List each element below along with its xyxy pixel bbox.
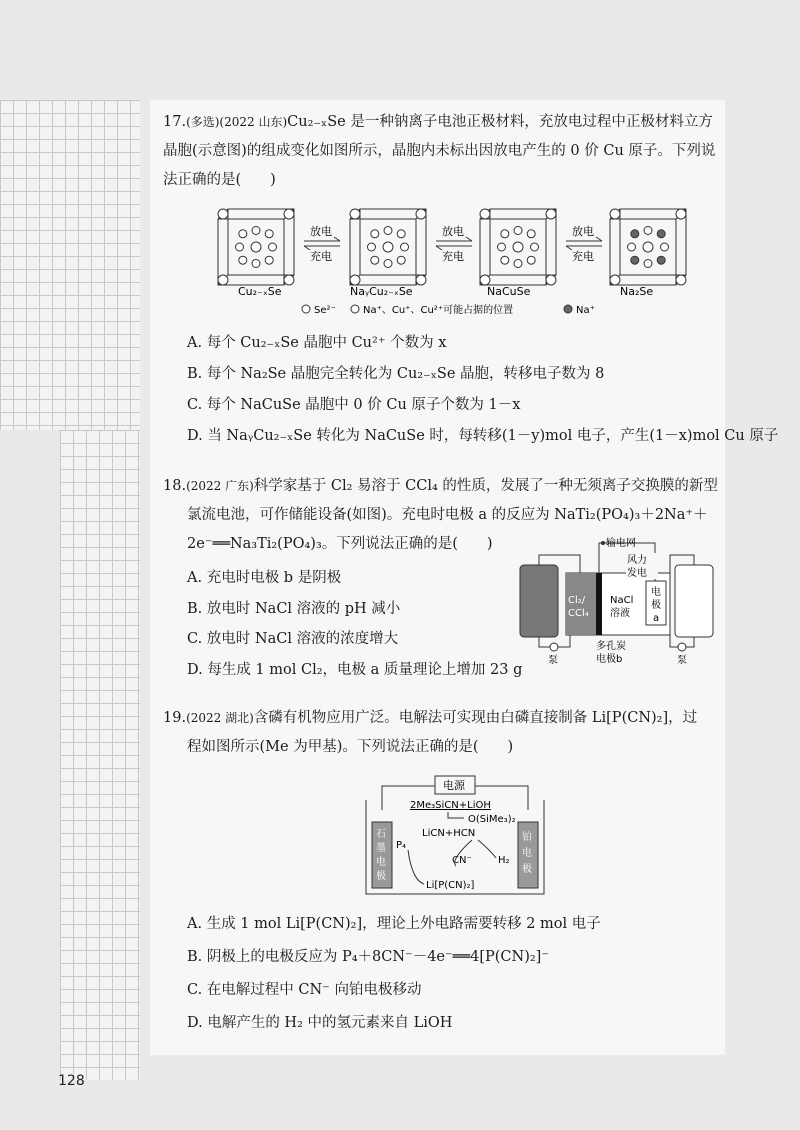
question-tag: (2022 湖北) <box>186 711 254 725</box>
se-atom <box>251 242 261 252</box>
electrode-a-label: 电 <box>651 587 661 598</box>
arrow-head <box>334 237 340 241</box>
option-a[interactable]: A. 每个 Cu₂₋ₓSe 晶胞中 Cu²⁺ 个数为 x <box>187 335 447 351</box>
wind-label: 发电 <box>627 568 647 579</box>
carbon-label: 多孔炭 <box>596 641 626 652</box>
se-atom <box>480 209 490 219</box>
se-atom <box>676 209 686 219</box>
p4-label: P₄ <box>396 840 407 851</box>
left-pump-icon <box>550 643 558 651</box>
site-atom <box>628 243 636 251</box>
porous-carbon-electrode <box>596 573 602 635</box>
left-tank <box>520 565 558 637</box>
graph-paper-margin-lower <box>60 430 140 1080</box>
site-atom <box>514 260 522 268</box>
question-text: 程如图所示(Me 为甲基)。下列说法正确的是( ) <box>187 739 514 755</box>
site-atom <box>384 227 392 235</box>
cell-label: Cu₂₋ₓSe <box>238 285 282 298</box>
site-atom <box>252 227 260 235</box>
cell-label: NaCuSe <box>487 285 531 298</box>
electrolysis-figure <box>360 770 550 900</box>
site-atom <box>401 243 409 251</box>
cl2-label: Cl₂/ <box>568 595 586 606</box>
se-atom <box>676 275 686 285</box>
na-atom <box>657 256 665 264</box>
page-number: 128 <box>58 1073 85 1089</box>
site-atom <box>498 243 506 251</box>
site-atom <box>371 256 379 264</box>
se-atom <box>416 275 426 285</box>
question-number: 17. <box>163 114 187 130</box>
site-atom <box>236 243 244 251</box>
question-19-stem <box>163 704 718 762</box>
na-atom <box>631 230 639 238</box>
site-atom <box>269 243 277 251</box>
site-atom <box>644 227 652 235</box>
reaction-arrow <box>478 840 496 858</box>
crystal-cell-figure <box>210 203 710 318</box>
site-atom <box>527 230 535 238</box>
h2-label: H₂ <box>498 855 510 866</box>
se-atom <box>643 242 653 252</box>
electrode-char: 极 <box>376 871 386 882</box>
pump-label: 泵 <box>677 655 687 666</box>
charge-label: 充电 <box>572 250 594 263</box>
se-atom <box>416 209 426 219</box>
electrode-char: 铂 <box>522 832 532 843</box>
site-atom <box>501 230 509 238</box>
reaction-arrow <box>448 812 464 818</box>
site-atom <box>527 256 535 264</box>
wind-label: 风力 <box>627 555 647 566</box>
graph-paper-margin <box>0 100 140 430</box>
discharge-label: 放电 <box>310 225 332 238</box>
ccl4-label: CCl₄ <box>568 608 589 619</box>
site-atom <box>644 260 652 268</box>
question-tag: (2022 广东) <box>186 479 254 493</box>
pump-label: 泵 <box>548 655 558 666</box>
question-text: 含磷有机物应用广泛。电解法可实现由白磷直接制备 Li[P(CN)₂]，过 <box>253 710 698 726</box>
se-legend-marker <box>302 305 310 313</box>
electrode-char: 电 <box>522 848 532 859</box>
flow-battery-figure <box>510 535 725 670</box>
question-tag: (多选)(2022 山东) <box>186 115 288 129</box>
reaction-arrow <box>408 850 424 884</box>
power-label: 电源 <box>443 779 465 792</box>
charge-label: 充电 <box>442 250 464 263</box>
se-atom <box>546 209 556 219</box>
question-text: 科学家基于 Cl₂ 易溶于 CCl₄ 的性质，发展了一种无须离子交换膜的新型 <box>253 478 718 494</box>
unit-cell <box>218 209 294 285</box>
se-atom <box>350 275 360 285</box>
site-atom <box>397 256 405 264</box>
na-atom <box>631 256 639 264</box>
cell-label: Na₂Se <box>620 285 654 298</box>
se-atom <box>218 275 228 285</box>
discharge-label: 放电 <box>572 225 594 238</box>
solution-label: 溶液 <box>610 608 630 619</box>
option-d[interactable]: D. 电解产生的 H₂ 中的氢元素来自 LiOH <box>187 1015 453 1031</box>
arrow-head <box>466 237 472 241</box>
option-c[interactable]: C. 每个 NaCuSe 晶胞中 0 价 Cu 原子个数为 1－x <box>187 397 521 413</box>
electrode-char: 电 <box>376 857 386 868</box>
charge-label: 充电 <box>310 250 332 263</box>
site-atom <box>661 243 669 251</box>
legend-label: Na⁺ <box>576 305 595 316</box>
option-c[interactable]: C. 在电解过程中 CN⁻ 向铂电极移动 <box>187 982 422 998</box>
unit-cell <box>480 209 556 285</box>
site-atom <box>368 243 376 251</box>
se-atom <box>350 209 360 219</box>
unit-cell <box>350 209 426 285</box>
se-atom <box>218 209 228 219</box>
question-text: Cu₂₋ₓSe 是一种钠离子电池正极材料，充放电过程中正极材料立方晶胞(示意图)的组成变化如图所示，晶胞内未标出因放电产生的 0 价 Cu 原子。下列说法正确的是( ) <box>163 114 716 188</box>
byproduct-label: O(SiMe₃)₂ <box>468 814 516 825</box>
electrode-char: 墨 <box>376 843 386 854</box>
reagent-label: 2Me₃SiCN+LiOH <box>410 800 491 811</box>
nacl-label: NaCl <box>610 595 634 606</box>
question-text: 2e⁻══Na₃Ti₂(PO₄)₃。下列说法正确的是( ) <box>187 536 493 552</box>
electrode-char: 极 <box>522 864 532 875</box>
discharge-label: 放电 <box>442 225 464 238</box>
option-b[interactable]: B. 阴极上的电极反应为 P₄＋8CN⁻－4e⁻══4[P(CN)₂]⁻ <box>187 949 549 965</box>
question-text: 氯流电池，可作储能设备(如图)。充电时电极 a 的反应为 NaTi₂(PO₄)₃＋2Na⁺＋ <box>187 507 708 523</box>
option-b[interactable]: B. 每个 Na₂Se 晶胞完全转化为 Cu₂₋ₓSe 晶胞，转移电子数为 8 <box>187 366 605 382</box>
electrode-char: 石 <box>376 829 386 840</box>
electrode-a-label: a <box>653 613 660 624</box>
option-a[interactable]: A. 生成 1 mol Li[P(CN)₂]，理论上外电路需要转移 2 mol 电子 <box>187 916 601 932</box>
charge-discharge-arrow <box>436 224 472 263</box>
site-atom <box>265 256 273 264</box>
product-label: Li[P(CN)₂] <box>426 880 475 891</box>
unit-cell <box>610 209 686 285</box>
cell-label: NaᵧCu₂₋ₓSe <box>350 285 413 298</box>
site-atom <box>514 227 522 235</box>
option-a[interactable]: A. 充电时电极 b 是阴极 <box>187 570 342 586</box>
carbon-label: 电极b <box>596 654 623 665</box>
site-atom <box>239 256 247 264</box>
na-legend-marker <box>564 305 572 313</box>
se-atom <box>480 275 490 285</box>
site-atom <box>371 230 379 238</box>
option-d[interactable]: D. 每生成 1 mol Cl₂，电极 a 质量理论上增加 23 g <box>187 662 523 678</box>
se-atom <box>383 242 393 252</box>
se-atom <box>610 209 620 219</box>
se-atom <box>284 275 294 285</box>
site-atom <box>239 230 247 238</box>
na-atom <box>657 230 665 238</box>
electrode-a-label: 极 <box>651 600 661 611</box>
option-c[interactable]: C. 放电时 NaCl 溶液的浓度增大 <box>187 631 399 647</box>
cn-label: CN⁻ <box>452 855 472 866</box>
site-atom <box>252 260 260 268</box>
site-atom <box>397 230 405 238</box>
se-atom <box>610 275 620 285</box>
charge-discharge-arrow <box>566 224 602 263</box>
question-17-stem <box>163 108 718 195</box>
se-atom <box>513 242 523 252</box>
legend-label: Na⁺、Cu⁺、Cu²⁺可能占据的位置 <box>363 305 514 316</box>
arrow-head <box>596 237 602 241</box>
option-d[interactable]: D. 当 NaᵧCu₂₋ₓSe 转化为 NaCuSe 时，每转移(1－y)mol 电子，产生(1－x)mol Cu 原子 <box>187 428 779 444</box>
question-number: 18. <box>163 478 187 494</box>
grid-label: 输电网 <box>606 538 636 549</box>
question-number: 19. <box>163 710 187 726</box>
se-atom <box>546 275 556 285</box>
grid-node <box>601 541 605 545</box>
site-legend-marker <box>351 305 359 313</box>
intermediate-label: LiCN+HCN <box>422 828 476 839</box>
charge-discharge-arrow <box>304 224 340 263</box>
right-pump-icon <box>678 643 686 651</box>
legend-label: Se²⁻ <box>314 305 336 316</box>
site-atom <box>384 260 392 268</box>
option-b[interactable]: B. 放电时 NaCl 溶液的 pH 减小 <box>187 601 401 617</box>
site-atom <box>501 256 509 264</box>
se-atom <box>284 209 294 219</box>
site-atom <box>531 243 539 251</box>
site-atom <box>265 230 273 238</box>
right-tank <box>675 565 713 637</box>
